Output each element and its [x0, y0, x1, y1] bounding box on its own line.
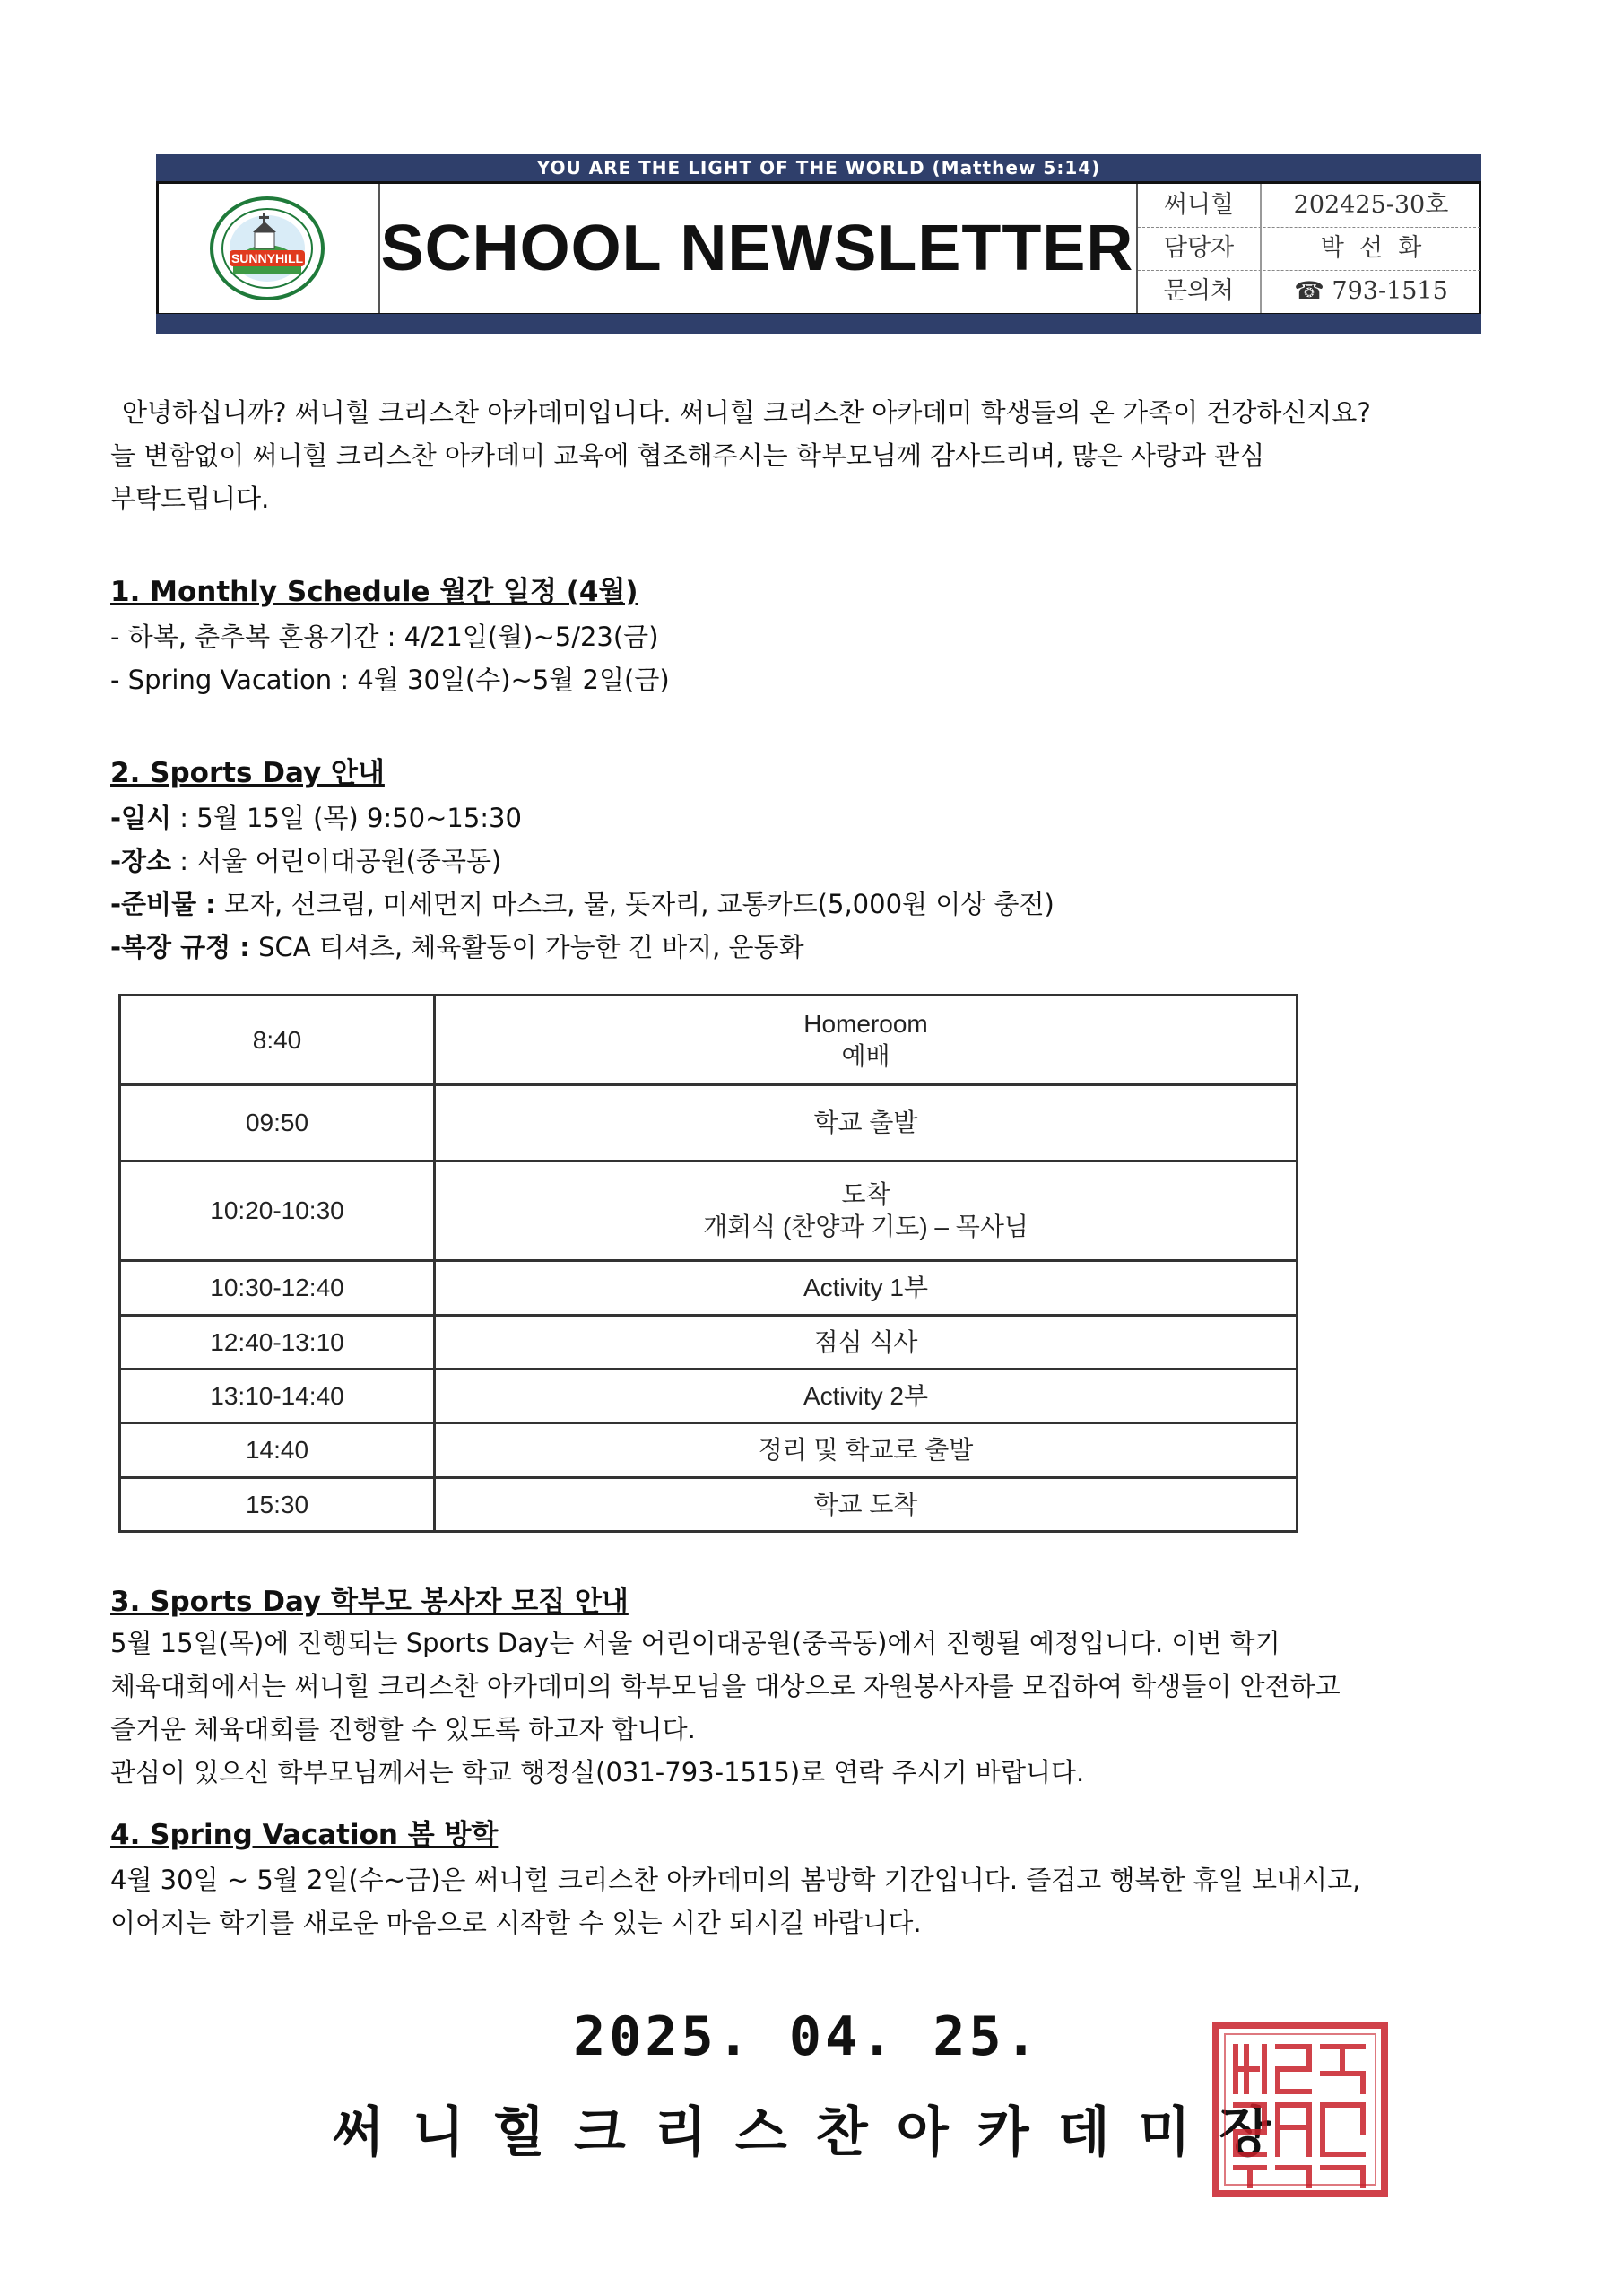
info-row	[1138, 227, 1480, 270]
table-row	[120, 996, 1298, 1085]
activity-line: Activity 1부	[803, 1274, 929, 1301]
activity-line: 점심 식사	[813, 1327, 918, 1356]
paragraph-line: 즐거운 체육대회를 진행할 수 있도록 하고자 합니다.	[110, 1714, 696, 1744]
sports-day-schedule-table	[118, 994, 1298, 1533]
verse-banner: YOU ARE THE LIGHT OF THE WORLD (Matthew 5:14)	[156, 154, 1481, 181]
time-cell: 12:40-13:10	[120, 1316, 435, 1370]
time-cell: 14:40	[120, 1423, 435, 1478]
intro-line: 부탁드립니다.	[110, 483, 270, 514]
paragraph-line: 체육대회에서는 써니힐 크리스찬 아카데미의 학부모님을 대상으로 자원봉사자를 모집하여 학생들이 안전하고	[110, 1671, 1341, 1701]
activity-line: 학교 출발	[813, 1109, 918, 1136]
list-item: - Spring Vacation : 4월 30일(수)~5월 2일(금)	[110, 665, 670, 695]
detail-text: : 서울 어린이대공원(중곡동)	[171, 846, 502, 876]
official-seal-stamp	[1211, 2020, 1390, 2199]
info-key: 문의처	[1138, 270, 1262, 313]
section-heading: 2. Sports Day 안내	[110, 757, 385, 789]
table-row	[120, 1478, 1298, 1532]
activity-line: 개회식 (찬양과 기도) – 목사님	[703, 1213, 1028, 1240]
activity-cell	[435, 1085, 1298, 1161]
table-row	[120, 1085, 1298, 1161]
info-value: ☎ 793-1515	[1294, 277, 1448, 305]
info-row	[1138, 184, 1480, 227]
time-cell: 8:40	[120, 996, 435, 1085]
table-row	[120, 1370, 1298, 1423]
newsletter-header	[156, 154, 1481, 334]
time-cell: 10:30-12:40	[120, 1261, 435, 1316]
info-key: 담당자	[1138, 227, 1262, 270]
detail-line	[110, 926, 804, 969]
activity-cell	[435, 1370, 1298, 1423]
activity-cell	[435, 1261, 1298, 1316]
table-row	[120, 1423, 1298, 1478]
intro-line: 안녕하십니까? 써니힐 크리스찬 아카데미입니다. 써니힐 크리스찬 아카데미 학생들의 온 가족이 건강하신지요?	[122, 397, 1371, 428]
detail-label: -준비물 :	[110, 889, 216, 919]
time-cell: 10:20-10:30	[120, 1161, 435, 1261]
activity-cell	[435, 1478, 1298, 1532]
table-row	[120, 1161, 1298, 1261]
info-value: 박 선 화	[1320, 234, 1422, 262]
activity-cell	[435, 1316, 1298, 1370]
detail-label: -복장 규정 :	[110, 932, 250, 962]
intro-line: 늘 변함없이 써니힐 크리스찬 아카데미 교육에 협조해주시는 학부모님께 감사드리며, 많은 사랑과 관심	[110, 440, 1265, 471]
logo-cell	[159, 184, 380, 313]
issue-date-text: 2025. 04. 25.	[573, 2005, 1041, 2068]
detail-line	[110, 839, 501, 883]
list-item: - 하복, 춘추복 혼용기간 : 4/21일(월)~5/23(금)	[110, 622, 659, 652]
detail-text: : 5월 15일 (목) 9:50~15:30	[171, 803, 522, 833]
activity-line: 예배	[841, 1041, 890, 1070]
paragraph-line: 5월 15일(목)에 진행되는 Sports Day는 서울 어린이대공원(중곡동)에서 진행될 예정입니다. 이번 학기	[110, 1628, 1280, 1658]
activity-line: Homeroom	[803, 1009, 928, 1038]
table-row	[120, 1261, 1298, 1316]
signatory-name: 써니힐크리스찬아카데미장	[332, 2101, 1300, 2164]
section-heading: 3. Sports Day 학부모 봉사자 모집 안내	[110, 1586, 629, 1618]
activity-line: 학교 도착	[813, 1490, 918, 1518]
activity-line: 도착	[841, 1180, 890, 1208]
activity-cell	[435, 996, 1298, 1085]
detail-text: 모자, 선크림, 미세먼지 마스크, 물, 돗자리, 교통카드(5,000원 이상 충전)	[215, 889, 1055, 919]
newsletter-title: SCHOOL NEWSLETTER	[380, 213, 1134, 284]
header-bottom-bar	[156, 314, 1481, 334]
school-logo	[208, 195, 326, 302]
section-heading: 1. Monthly Schedule 월간 일정 (4월)	[110, 576, 638, 608]
time-cell: 09:50	[120, 1085, 435, 1161]
header-box	[156, 181, 1481, 316]
detail-label: -장소	[110, 846, 172, 876]
detail-text: SCA 티셔츠, 체육활동이 가능한 긴 바지, 운동화	[249, 932, 804, 962]
section-heading: 4. Spring Vacation 봄 방학	[110, 1819, 499, 1851]
detail-line	[110, 796, 522, 839]
paragraph-line: 관심이 있으신 학부모님께서는 학교 행정실(031-793-1515)로 연락 주시기 바랍니다.	[110, 1757, 1085, 1787]
logo-text: SUNNYHILL	[230, 251, 304, 265]
activity-line: Activity 2부	[803, 1381, 929, 1410]
activity-line: 정리 및 학교로 출발	[758, 1436, 974, 1464]
activity-cell	[435, 1423, 1298, 1478]
info-key: 써니힐	[1138, 184, 1262, 227]
info-row	[1138, 270, 1480, 313]
activity-cell	[435, 1161, 1298, 1261]
detail-line	[110, 883, 1055, 926]
info-value: 202425-30호	[1293, 191, 1449, 219]
paragraph-line: 이어지는 학기를 새로운 마음으로 시작할 수 있는 시간 되시길 바랍니다.	[110, 1908, 922, 1938]
info-table	[1136, 184, 1480, 313]
time-cell: 15:30	[120, 1478, 435, 1532]
table-row	[120, 1316, 1298, 1370]
detail-label: -일시	[110, 803, 172, 833]
paragraph-line: 4월 30일 ~ 5월 2일(수~금)은 써니힐 크리스찬 아카데미의 봄방학 기간입니다. 즐겁고 행복한 휴일 보내시고,	[110, 1865, 1361, 1895]
time-cell: 13:10-14:40	[120, 1370, 435, 1423]
